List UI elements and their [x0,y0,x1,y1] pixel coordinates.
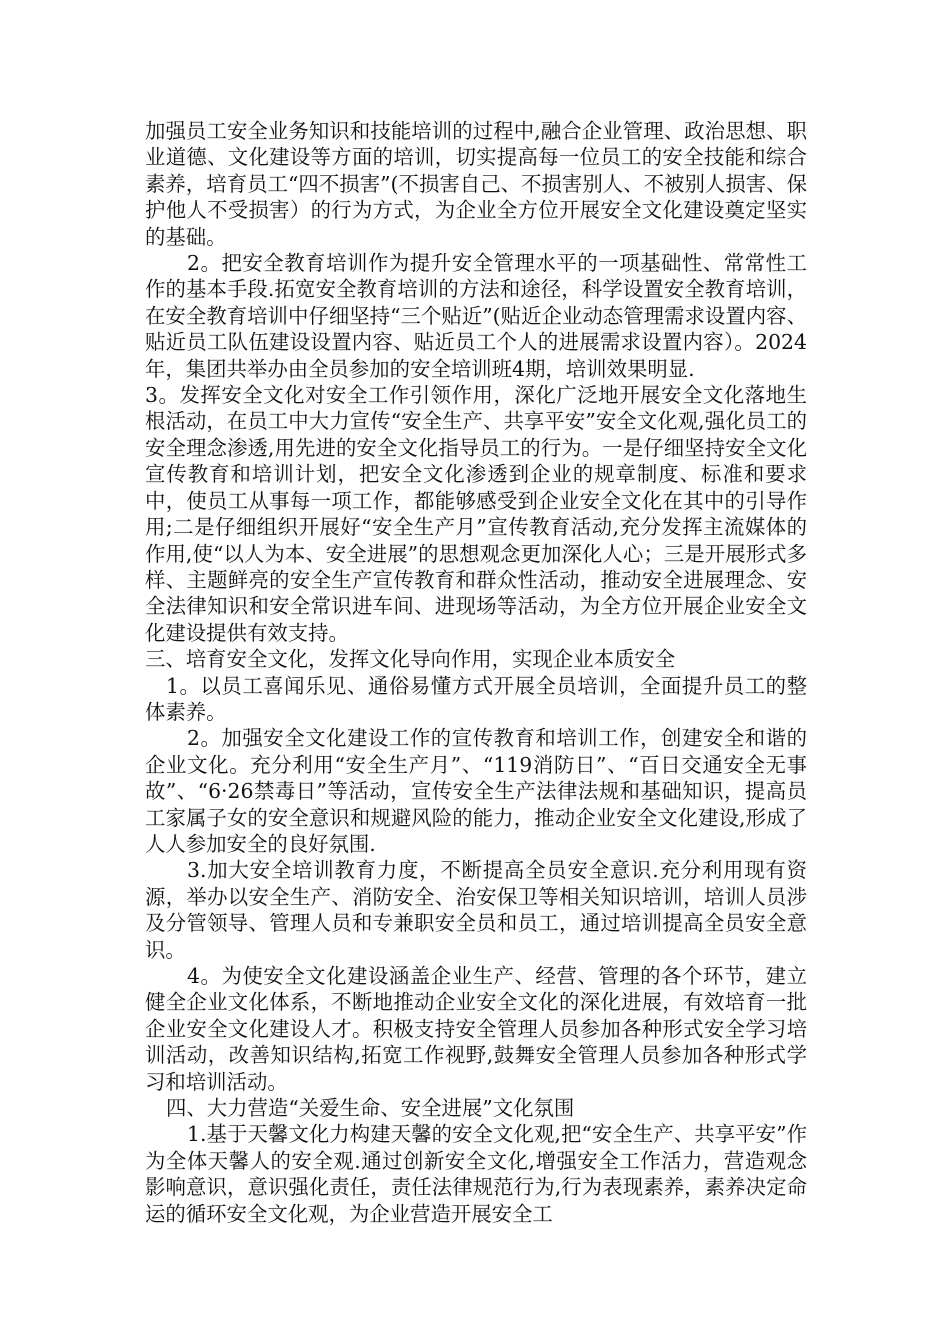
section-heading-3: 三、培育安全文化，发挥文化导向作用，实现企业本质安全 [145,647,676,672]
paragraph-section3-item-3: 3.加大安全培训教育力度，不断提高全员安全意识.充分利用现有资源，举办以安全生产、消防安全、治安保卫等相关知识培训，培训人员涉及分管领导、管理人员和专兼职安全员和员工，通过培训提高全员安全意识。 [145,858,807,962]
paragraph-item-3: 3。发挥安全文化对安全工作引领作用，深化广泛地开展安全文化落地生根活动，在员工中大力宣传“安全生产、共享平安”安全文化观,强化员工的安全理念渗透,用先进的安全文化指导员工的行为。一是仔细坚持安全文化宣传教育和培训计划，把安全文化渗透到企业的规章制度、标准和要求中，使员工从事每一项工作，都能够感受到企业安全文化在其中的引导作用;二是仔细组织开展好“安全生产月”宣传教育活动,充分发挥主流媒体的作用,使“以人为本、安全进展”的思想观念更加深化人心；三是开展形式多样、主题鲜亮的安全生产宣传教育和群众性活动，推动安全进展理念、安全法律知识和安全常识进车间、进现场等活动，为全方位开展企业安全文化建设提供有效支持。 [145,383,807,645]
paragraph-section3-item-1: 1。以员工喜闻乐见、通俗易懂方式开展全员培训，全面提升员工的整体素养。 [145,673,807,724]
paragraph-item-2: 2。把安全教育培训作为提升安全管理水平的一项基础性、常常性工作的基本手段.拓宽安全教育培训的方法和途径，科学设置安全教育培训，在安全教育培训中仔细坚持“三个贴近”(贴近企业动态管理需求设置内容、贴近员工队伍建设设置内容、贴近员工个人的进展需求设置内容）。2024年，集团共举办由全员参加的安全培训班4期，培训效果明显. [145,251,807,381]
paragraph-section3-item-2: 2。加强安全文化建设工作的宣传教育和培训工作，创建安全和谐的企业文化。充分利用“安全生产月”、“119消防日”、“百日交通安全无事故”、“6·26禁毒日”等活动，宣传安全生产法律法规和基础知识，提高员工家属子女的安全意识和规避风险的能力，推动企业安全文化建设,形成了人人参加安全的良好氛围. [145,726,807,856]
document-body [145,118,807,1227]
section-heading-4: 四、大力营造“关爱生命、安全进展”文化氛围 [166,1096,575,1121]
paragraph-section3-item-4: 4。为使安全文化建设涵盖企业生产、经营、管理的各个环节，建立健全企业文化体系，不断地推动企业安全文化的深化进展，有效培育一批企业安全文化建设人才。积极支持安全管理人员参加各种形式安全学习培训活动，改善知识结构,拓宽工作视野,鼓舞安全管理人员参加各种形式学习和培训活动。 [145,964,807,1094]
paragraph-section4-item-1: 1.基于天馨文化力构建天馨的安全文化观,把“安全生产、共享平安”作为全体天馨人的安全观.通过创新安全文化,增强安全工作活力，营造观念影响意识，意识强化责任，责任法律规范行为,行为表现素养，素养决定命运的循环安全文化观，为企业营造开展安全工 [145,1122,807,1226]
paragraph-intro: 加强员工安全业务知识和技能培训的过程中,融合企业管理、政治思想、职业道德、文化建设等方面的培训，切实提高每一位员工的安全技能和综合素养，培育员工“四不损害”(不损害自己、不损害别人、不被别人损害、保护他人不受损害）的行为方式，为企业全方位开展安全文化建设奠定坚实的基础。 [145,119,807,249]
